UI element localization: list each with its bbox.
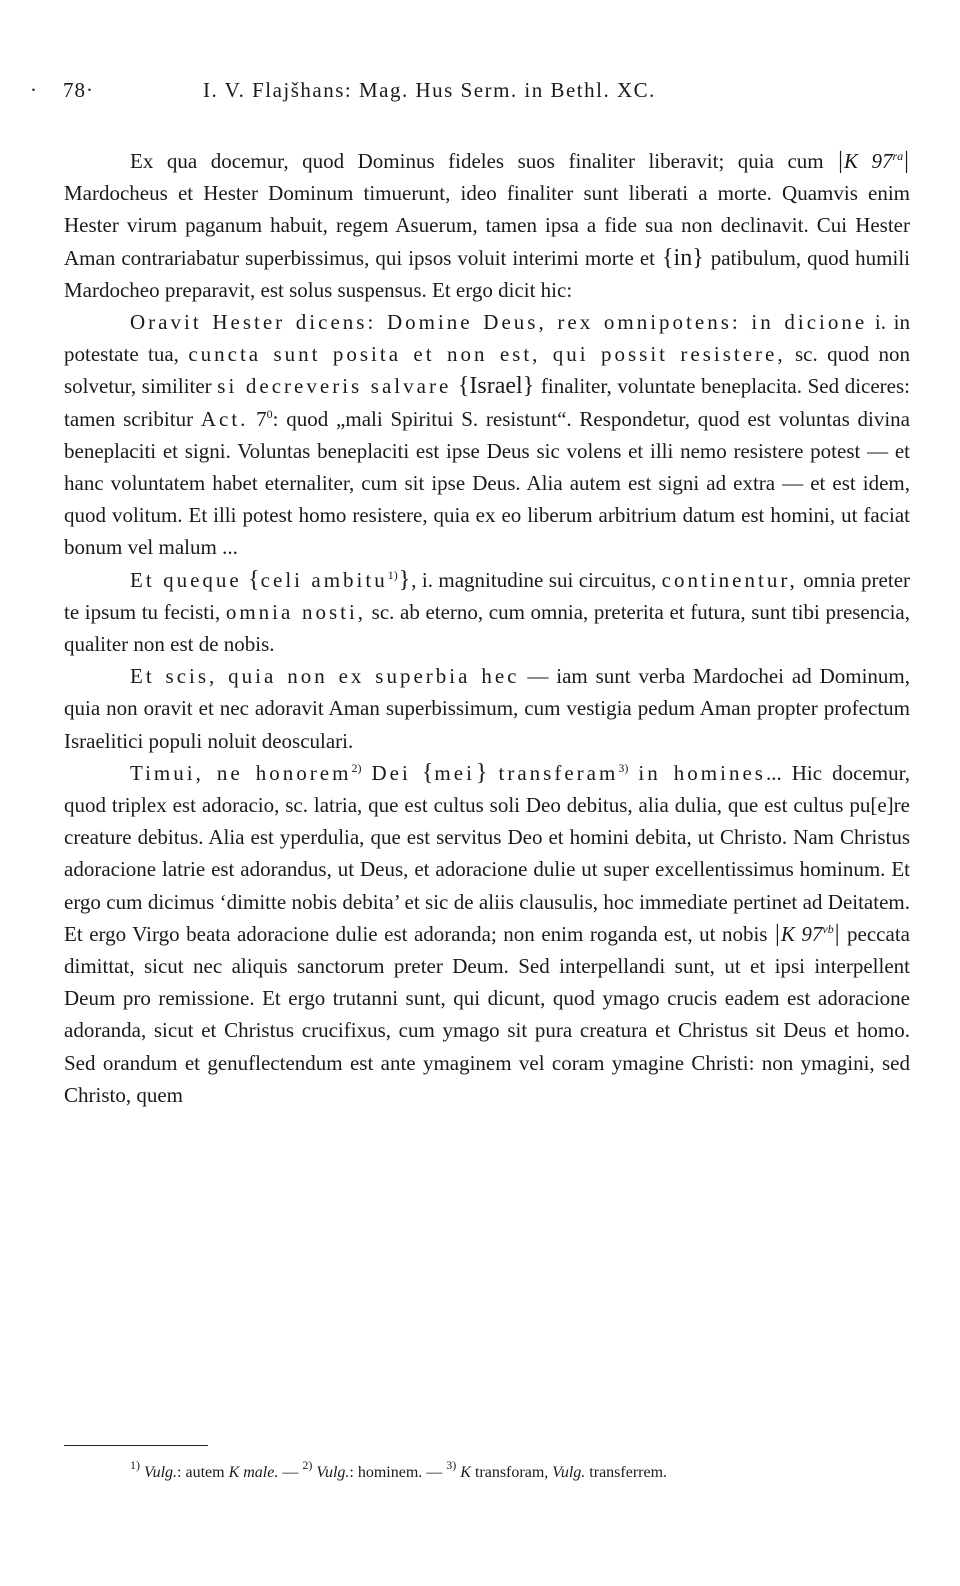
text-run	[628, 761, 638, 785]
text-run: |	[775, 920, 780, 947]
text-run: K	[460, 1464, 471, 1481]
running-title: I. V. Flajšhans: Mag. Hus Serm. in Bethl. XC.	[203, 78, 656, 102]
text-run: Et scis, quia non ex superbia hec	[130, 664, 520, 689]
page-number: 78·	[63, 78, 94, 102]
text-run: Timui, ne honorem	[130, 760, 352, 785]
text-run: |	[834, 920, 840, 947]
text-run: patibulum, quod humili Mardocheo preparavit, est solus suspensus. Et ergo dicit hic:	[64, 245, 910, 302]
footnotes	[64, 1460, 910, 1486]
footnote-rule	[64, 1445, 208, 1446]
text-run	[411, 761, 421, 785]
text-run: 1)	[387, 567, 398, 582]
header-mark: ·	[30, 78, 38, 102]
text-run: Vulg.	[144, 1464, 178, 1481]
footnote-line	[64, 1460, 910, 1486]
text-run: Dei	[371, 760, 411, 785]
text-run: Vulg.	[316, 1464, 350, 1481]
text-run: , i. magnitudine sui circuitus,	[411, 567, 662, 592]
text-run: cuncta sunt posita et non est, qui possit resistere,	[188, 342, 786, 367]
text-run: finaliter, voluntate beneplacita. Sed diceres: tamen scribitur	[64, 374, 911, 431]
text-run: vb	[822, 921, 834, 936]
text-run: in homines	[638, 760, 766, 785]
text-run	[488, 761, 498, 785]
text-run: Oravit Hester dicens: Domine Deus, rex omnipotens: in dicione	[130, 310, 868, 335]
text-run: Vulg.	[552, 1464, 586, 1481]
text-run: 2)	[302, 1458, 313, 1472]
text-run: transferrem.	[585, 1464, 668, 1481]
text-run: omnia preter te ipsum tu fecisti,	[64, 567, 911, 624]
text-run: 3)	[618, 760, 629, 775]
text-run: }	[475, 759, 488, 786]
text-run: transforam,	[470, 1464, 553, 1481]
text-run: K 97	[843, 149, 893, 173]
text-run: ra	[892, 149, 904, 163]
text-run: ... Hic docemur, quod triplex est adoracio, sc. latria, que est cultus soli Deo debitus, alia dulia, que est cultus pu[e]re creature debitus. Alia est yperdulia, que est servitus Deo et homini debita, ut Christo. Nam Christus adoracione latrie est adorandus, ut Deus, et adoracione dulie ut super excellentissimus hominum. Et ergo cum dicimus ‘dimitte nobis debita’ et sic de aliis clausulis, hoc immediate pertinet ad Deitatem. Et ergo Virgo beata adoracione dulie est adoranda; non enim roganda est, ut nobis	[64, 760, 911, 946]
text-run: |	[904, 148, 909, 174]
text-run: 0	[266, 406, 273, 421]
paragraph	[64, 145, 910, 306]
text-run: Et queque	[130, 567, 242, 592]
text-run: K 97	[780, 921, 823, 946]
text-run: : hominem. —	[349, 1464, 447, 1481]
text-run	[361, 761, 371, 785]
text-run: : quod „mali Spiritui S. resistunt“. Respondetur, quod est voluntas divina beneplaciti et signi. Voluntas beneplaciti est ipse Deus sic volens et illi nemo resistere potest — et hanc voluntatem habet eternaliter, cum sit ipse Deus. Alia autem est signi ad extra — et est idem, quod volitum. Et illi potest homo resistere, quia ex eo liberum arbitrium datum est homini, ut faciat bonum vel malum ...	[64, 406, 910, 560]
text-run: : autem	[177, 1464, 229, 1481]
paragraph	[64, 564, 910, 661]
text-run: {	[421, 759, 434, 786]
text-run: 7	[248, 406, 267, 431]
text-run: peccata dimittat, sicut nec aliquis sanctorum preter Deum. Sed interpellandi sunt, ut et ipsi interpellent Deum pro remissione. Et ergo trutanni sunt, qui dicunt, quod ymago crucis eadem est adoracione adoranda, sicut et Christus crucifixus, cum ymago sit pura creatura et Christus sit Deus et homo. Sed orandum et genuflectendum est ante ymaginem vel coram ymagine Christi: non ymagini, sed Christo, quem	[64, 921, 910, 1107]
text-run: }	[398, 566, 411, 593]
text-run: sc. quod non solvetur, similiter	[64, 342, 911, 399]
text-run: {Israel}	[457, 373, 535, 400]
text-run: |	[838, 148, 843, 174]
text-run: omnia nosti,	[225, 599, 367, 624]
text-run: — iam sunt verba Mardochei ad Dominum, quia non oravit et nec adoravit Aman superbissimum, cum vestigia pedum Aman propter profectum Israelitici populi noluit deosculari.	[64, 664, 911, 753]
text-run: si decreveris salvare	[217, 374, 452, 399]
main-text	[64, 145, 910, 1111]
paragraph	[64, 757, 910, 1111]
text-run: {	[248, 566, 260, 593]
text-run: Mardocheus et Hester Dominum timuerunt, ideo finaliter sunt liberati a morte. Quamvis enim Hester virum paganum habuit, regem Asuerum, tamen ipsa a fide sua non declinavit. Cui Hester Aman contrariabatur superbissimus, qui ipsos voluit interimi morte et	[64, 181, 910, 270]
text-run: sc. ab eterno, cum omnia, preterita et futura, sunt tibi presencia, qualiter non est de nobis.	[64, 599, 910, 657]
text-run: Act.	[200, 406, 249, 431]
text-run: K male.	[228, 1464, 279, 1481]
text-run: —	[278, 1464, 303, 1481]
text-run: 2)	[351, 760, 362, 775]
text-run: continentur,	[661, 567, 798, 592]
paragraph	[64, 660, 910, 757]
paragraph	[64, 306, 910, 564]
text-run: i. in potestate tua,	[64, 310, 910, 367]
text-run: transferam	[498, 760, 619, 785]
text-run: 1)	[130, 1458, 140, 1472]
text-run: mei	[434, 760, 475, 785]
text-run: celi ambitu	[260, 567, 388, 592]
text-run: 3)	[446, 1458, 457, 1472]
text-run: Ex qua docemur, quod Dominus fideles suos finaliter liberavit; quia cum	[130, 149, 838, 173]
text-run: {in}	[662, 244, 704, 271]
